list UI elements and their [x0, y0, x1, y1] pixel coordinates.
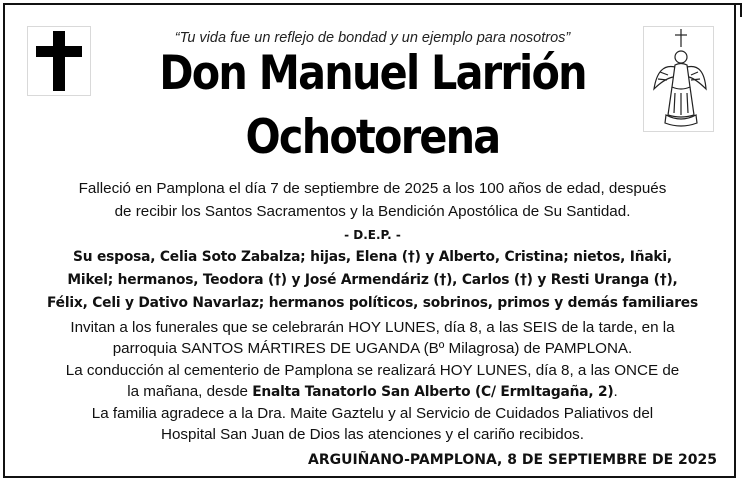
burial-line-2-pre: la mañana, desde — [127, 383, 253, 400]
burial-line-1: La conducción al cementerio de Pamplona se realizará HOY LUNES, día 8, a las ONCE de — [65, 362, 680, 379]
thanks-line-1: La familia agradece a la Dra. Maite Gaztelu y al Servicio de Cuidados Paliativos del — [91, 405, 654, 422]
dep-label: - D.E.P. - — [344, 228, 401, 242]
funeral-home-address: Enalta TanatorIo San Alberto (C/ ErmItagaña, 2) — [252, 384, 614, 400]
funeral-line-2: parroquia SANTOS MÁRTIRES DE UGANDA (Bº Milagrosa) de PAMPLONA. — [112, 340, 633, 357]
intro-line-2: de recibir los Santos Sacramentos y la Bendición Apostólica de Su Santidad. — [114, 203, 631, 220]
family-line-2: Mikel; hermanos, Teodora (†) y José Armendáriz (†), Carlos (†) y Resti Uranga (†), — [67, 272, 678, 288]
intro-line-1: Falleció en Pamplona el día 7 de septiembre de 2025 a los 100 años de edad, después — [78, 180, 667, 197]
burial-line-2 — [0, 383, 745, 400]
corner-mark — [718, 3, 742, 17]
family-line-3: Félix, Celi y Dativo Navarlaz; hermanos políticos, sobrinos, primos y demás familiares — [47, 295, 698, 311]
deceased-name-line2: Ochotorena — [245, 110, 500, 165]
deceased-name-line1: Don Manuel Larrión — [159, 46, 586, 101]
signature-place-date: ARGUIÑANO-PAMPLONA, 8 DE SEPTIEMBRE DE 2025 — [307, 452, 717, 468]
family-line-1: Su esposa, Celia Soto Zabalza; hijas, Elena (†) y Alberto, Cristina; nietos, Iñaki, — [73, 249, 672, 265]
thanks-line-2: Hospital San Juan de Dios las atenciones y el cariño recibidos. — [161, 426, 584, 443]
epitaph-quote: “Tu vida fue un reflejo de bondad y un ejemplo para nosotros” — [174, 30, 571, 46]
burial-line-2-post: . — [613, 383, 618, 400]
funeral-line-1: Invitan a los funerales que se celebrarán HOY LUNES, día 8, a las SEIS de la tarde, en la — [70, 319, 675, 336]
